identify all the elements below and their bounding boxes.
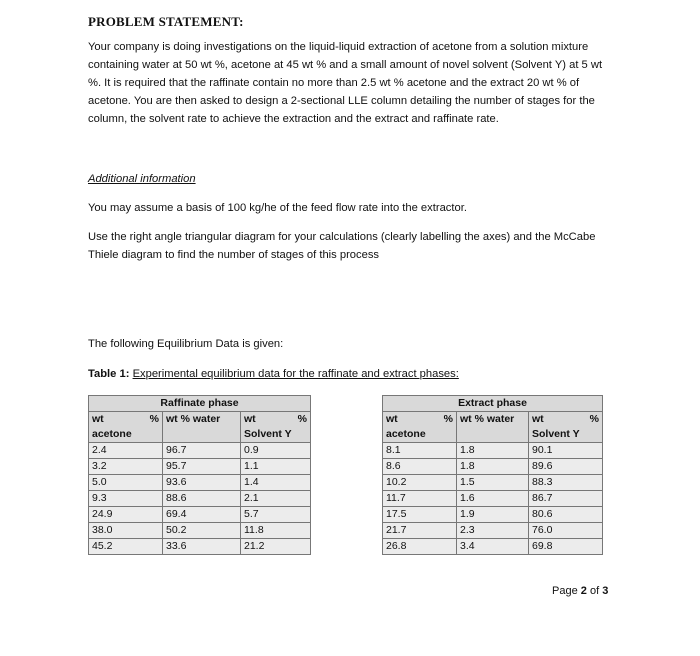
- extract-acetone-cell: 8.6: [383, 459, 457, 475]
- raffinate-water-cell: 33.6: [163, 539, 241, 555]
- raffinate-solvent-cell: 0.9: [241, 443, 311, 459]
- extract-water-cell: 1.8: [457, 443, 529, 459]
- extract-acetone-cell: 26.8: [383, 539, 457, 555]
- raffinate-acetone-cell: 2.4: [89, 443, 163, 459]
- raffinate-solvent-cell: 1.4: [241, 475, 311, 491]
- extract-solvent-cell: 88.3: [529, 475, 603, 491]
- table-gap-cell: [311, 523, 383, 539]
- raffinate-acetone-cell: 38.0: [89, 523, 163, 539]
- extract-solvent-cell: 69.8: [529, 539, 603, 555]
- extract-water-cell: 3.4: [457, 539, 529, 555]
- extract-solvent-cell: 80.6: [529, 507, 603, 523]
- raffinate-water-cell: 69.4: [163, 507, 241, 523]
- table-gap-cell: [311, 507, 383, 523]
- equilibrium-data-intro: The following Equilibrium Data is given:: [88, 338, 284, 350]
- raffinate-acetone-header: wt % acetone: [89, 412, 163, 443]
- extract-phase-header: Extract phase: [383, 396, 603, 412]
- raffinate-water-cell: 88.6: [163, 491, 241, 507]
- extract-acetone-cell: 21.7: [383, 523, 457, 539]
- table-gap-cell: [311, 475, 383, 491]
- table-column-header-row: [89, 412, 603, 443]
- table-gap-cell: [311, 459, 383, 475]
- raffinate-water-cell: 95.7: [163, 459, 241, 475]
- extract-solvent-cell: 90.1: [529, 443, 603, 459]
- extract-acetone-cell: 17.5: [383, 507, 457, 523]
- extract-solvent-cell: 76.0: [529, 523, 603, 539]
- extract-solvent-cell: 86.7: [529, 491, 603, 507]
- equilibrium-data-table: [88, 395, 603, 555]
- table-row: [89, 539, 603, 555]
- extract-solvent-cell: 89.6: [529, 459, 603, 475]
- table-row: [89, 475, 603, 491]
- table-row: [89, 491, 603, 507]
- extract-acetone-cell: 11.7: [383, 491, 457, 507]
- table-row: [89, 507, 603, 523]
- extract-water-header: wt % water: [457, 412, 529, 443]
- table-caption-label: Table 1:: [88, 368, 130, 380]
- table-group-header-row: [89, 396, 603, 412]
- table-caption: [88, 365, 618, 383]
- raffinate-water-cell: 96.7: [163, 443, 241, 459]
- raffinate-solvent-header: wt % Solvent Y: [241, 412, 311, 443]
- extract-water-cell: 1.8: [457, 459, 529, 475]
- extract-acetone-cell: 8.1: [383, 443, 457, 459]
- raffinate-acetone-cell: 3.2: [89, 459, 163, 475]
- problem-statement-heading: PROBLEM STATEMENT:: [88, 14, 244, 29]
- additional-information-title: Additional information: [88, 173, 196, 185]
- raffinate-solvent-cell: 5.7: [241, 507, 311, 523]
- raffinate-phase-header: Raffinate phase: [89, 396, 311, 412]
- table-gap-cell: [311, 539, 383, 555]
- extract-acetone-cell: 10.2: [383, 475, 457, 491]
- table-gap-cell: [311, 412, 383, 443]
- extract-water-cell: 2.3: [457, 523, 529, 539]
- extract-water-cell: 1.9: [457, 507, 529, 523]
- page-number: Page 2 of 3: [552, 585, 609, 597]
- raffinate-solvent-cell: 21.2: [241, 539, 311, 555]
- raffinate-acetone-cell: 24.9: [89, 507, 163, 523]
- table-gap-cell: [311, 491, 383, 507]
- extract-water-cell: 1.6: [457, 491, 529, 507]
- extract-water-cell: 1.5: [457, 475, 529, 491]
- raffinate-solvent-cell: 11.8: [241, 523, 311, 539]
- table-row: [89, 443, 603, 459]
- raffinate-acetone-cell: 5.0: [89, 475, 163, 491]
- table-body: [89, 443, 603, 555]
- raffinate-solvent-cell: 2.1: [241, 491, 311, 507]
- basis-paragraph: You may assume a basis of 100 kg/he of the feed flow rate into the extractor.: [88, 202, 467, 214]
- raffinate-solvent-cell: 1.1: [241, 459, 311, 475]
- table-row: [89, 523, 603, 539]
- table-gap-cell: [311, 443, 383, 459]
- extract-acetone-header: wt % acetone: [383, 412, 457, 443]
- table-gap-cell: [311, 396, 383, 412]
- raffinate-water-cell: 93.6: [163, 475, 241, 491]
- problem-statement-paragraph: Your company is doing investigations on the liquid-liquid extraction of acetone from a solution mixture containing water at 50 wt %, acetone at 45 wt % and a small amount of novel solvent (Solvent Y) at 5 wt %. It is required that the raffinate contain no more than 2.5 wt % acetone and the extract 20 wt % of acetone. You are then asked to design a 2-sectional LLE column detailing the number of stages for the column, the solvent rate to achieve the extraction and the extract and raffinate rate.: [88, 41, 603, 125]
- table-row: [89, 459, 603, 475]
- raffinate-water-header: wt % water: [163, 412, 241, 443]
- extract-solvent-header: wt % Solvent Y: [529, 412, 603, 443]
- diagram-instruction-paragraph: Use the right angle triangular diagram for your calculations (clearly labelling the axes) and the McCabe Thiele diagram to find the number of stages of this process: [88, 231, 596, 261]
- raffinate-water-cell: 50.2: [163, 523, 241, 539]
- raffinate-acetone-cell: 9.3: [89, 491, 163, 507]
- raffinate-acetone-cell: 45.2: [89, 539, 163, 555]
- table-caption-text: Experimental equilibrium data for the raffinate and extract phases:: [132, 368, 459, 380]
